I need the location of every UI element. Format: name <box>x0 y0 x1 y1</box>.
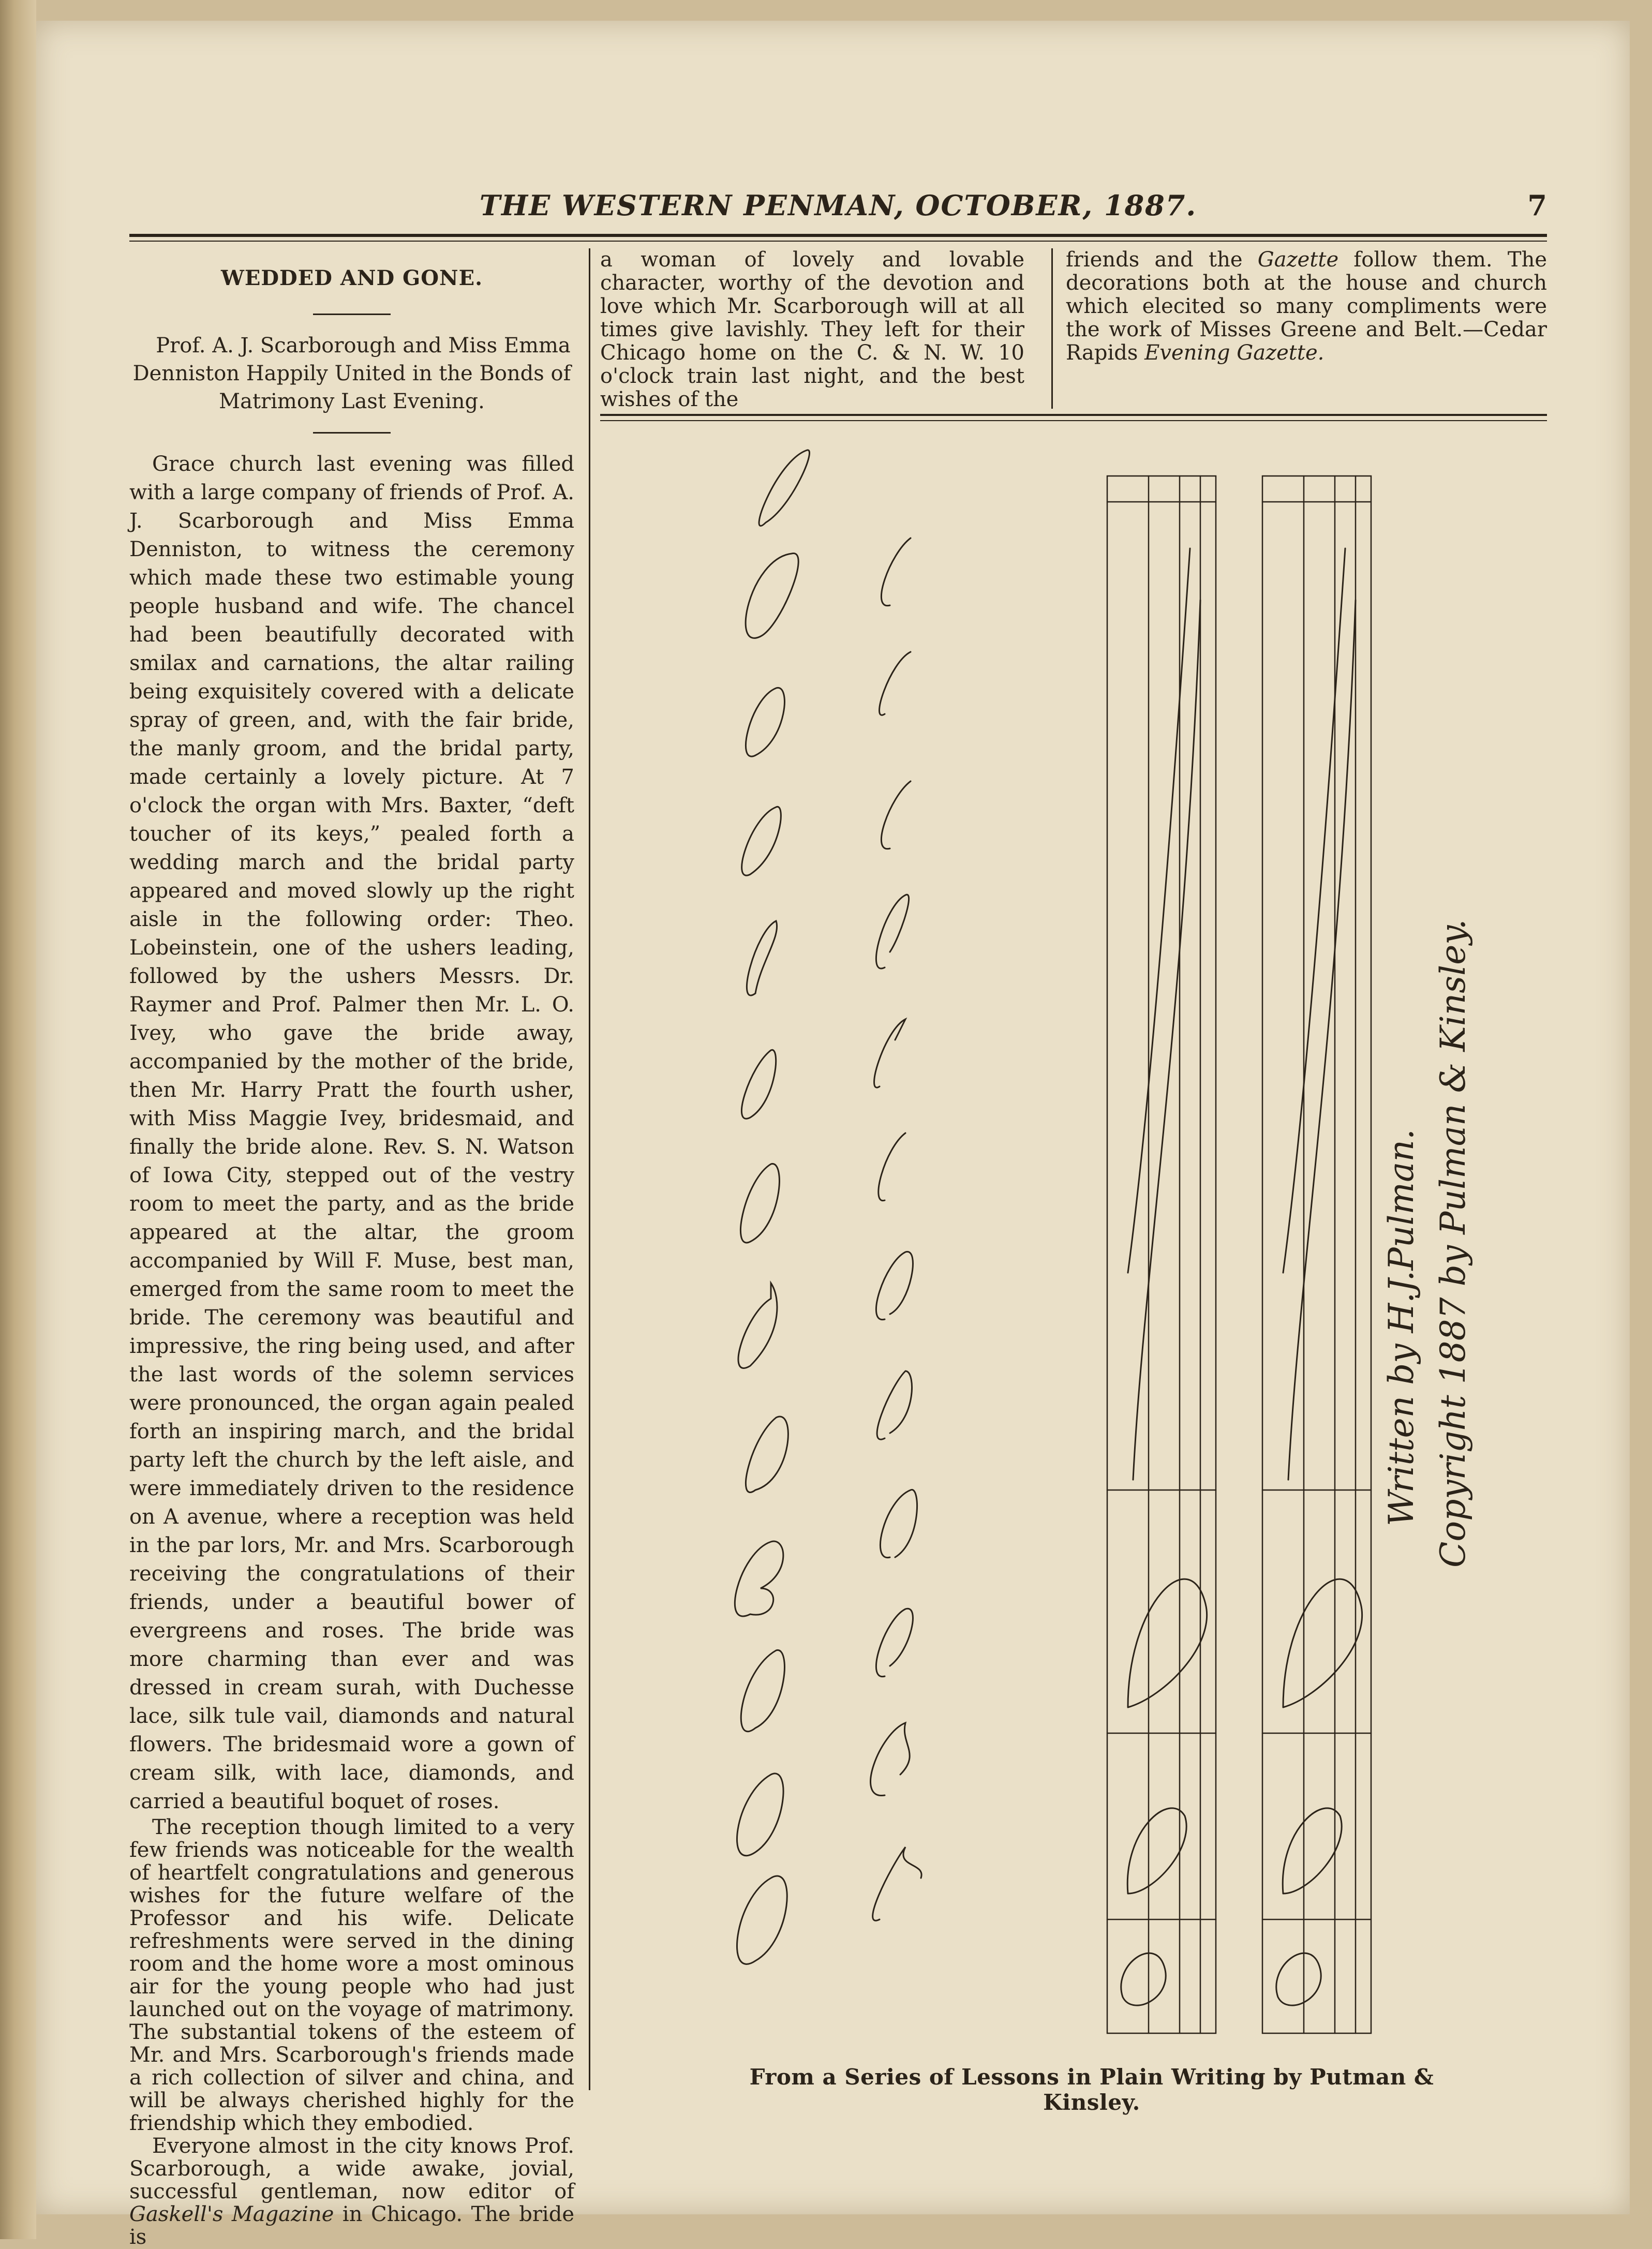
gazette-name: Gazette <box>1257 248 1339 272</box>
magazine-page <box>36 21 1630 2249</box>
header-rule-thin <box>129 241 1547 242</box>
article-column-2 <box>600 248 1024 411</box>
running-title: THE WESTERN PENMAN, OCTOBER, 1887. <box>479 189 1197 222</box>
text-run: follow them. The decorations both at the house and church which elecited so many compliments were the work of Misses Greene and Belt.—Cedar Rapids <box>1066 248 1547 365</box>
header-rule-thick <box>129 234 1547 237</box>
column-separator-2 <box>1051 248 1053 409</box>
practice-panel-2 <box>1262 476 1371 2033</box>
text-run: friends and the <box>1066 248 1258 272</box>
book-binding <box>0 0 36 2239</box>
article-subhead: Prof. A. J. Scarborough and Miss Emma Denniston Happily United in the Bonds of Matrimony Last Evening. <box>132 333 571 413</box>
article-conclusion <box>1066 248 1547 365</box>
running-header <box>129 189 1547 235</box>
article-paragraph: The reception though limited to a very few friends was noticeable for the wealth of heartfelt congratulations and generous wishes for the future welfare of the Professor and his wife. Delicate refreshments were served in the dining room and the home wore a most ominous air for the young people who had just launched out on the voyage of matrimony. The substantial tokens of the esteem of Mr. and Mrs. Scarborough's friends made a rich collection of silver and china, and will be always cherished highly for the friendship which they embodied. <box>129 1815 574 2135</box>
magazine-name: Gaskell's Magazine <box>129 2202 334 2226</box>
article-paragraph-text: Everyone almost in the city knows Prof. Scarborough, a wide awake, jovial, successful gentleman, now editor of <box>129 2134 574 2203</box>
copyright-notice: Copyright 1887 by Pulman & Kinsley. <box>1433 919 1473 1568</box>
article-paragraph: Grace church last evening was filled with a large company of friends of Prof. A. J. Scarborough and Miss Emma Denniston, to witness the ceremony which made these two estimable young people husband and wife. The chancel had been beautifully decorated with smilax and carnations, the altar railing being exquisitely covered with a delicate spray of green, and, with the fair bride, the manly groom, and the bridal party, made certainly a lovely picture. At 7 o'clock the organ with Mrs. Baxter, “deft toucher of its keys,” pealed forth a wedding march and the bridal party appeared and moved slowly up the right aisle in the following order: Theo. Lobeinstein, one of the ushers leading, followed by the ushers Messrs. Dr. Raymer and Prof. Palmer then Mr. L. O. Ivey, who gave the bride away, accompanied by the mother of the bride, then Mr. Harry Pratt the fourth usher, with Miss Maggie Ivey, bridesmaid, and finally the bride alone. Rev. S. N. Watson of Iowa City, stepped out of the vestry room to meet the party, and as the bride appeared at the altar, the groom accompanied by Will F. Muse, best man, emerged from the same room to meet the bride. The ceremony was beautiful and impressive, the ring being used, and after the last words of the solemn services were pronounced, the organ again pealed forth an inspiring march, and the bridal party left the church by the left aisle, and were immediately driven to the residence on A avenue, where a reception was held in the par lors, Mr. and Mrs. Scarborough receiving the congratulations of their friends, under a beautiful bower of evergreens and roses. The bride was more charming than ever and was dressed in cream surah, with Duchesse lace, silk tule vail, diamonds and natural flowers. The bridesmaid wore a gown of cream silk, with lace, diamonds, and carried a beautiful boquet of roses. <box>129 452 574 1813</box>
article-column-1 <box>129 248 575 2249</box>
page-number: 7 <box>1527 189 1547 222</box>
practice-panel-1 <box>1107 476 1216 2033</box>
article-continuation: a woman of lovely and lovable character, worthy of the devotion and love which Mr. Scarborough will at all times give lavishly. They left for their Chicago home on the C. & N. W. 10 o'clock train last night, and the best wishes of the <box>600 248 1024 411</box>
article-paragraph <box>129 2135 574 2248</box>
source-name: Evening Gazette. <box>1144 341 1324 365</box>
author-credit: Written by H.J.Pulman. <box>1381 1129 1421 1526</box>
capital-letters-column-a <box>735 450 809 1964</box>
figure-rule-thick <box>600 414 1547 416</box>
headline-divider <box>313 314 391 315</box>
capital-letters-column-b <box>871 538 922 1920</box>
subhead-divider <box>313 432 391 434</box>
figure-caption: From a Series of Lessons in Plain Writing by Putman & Kinsley. <box>749 2064 1434 2115</box>
figure-rule-thin <box>600 420 1547 421</box>
column-separator-1 <box>589 248 590 2090</box>
article-headline: WEDDED AND GONE. <box>220 266 483 290</box>
article-column-3 <box>1066 248 1547 365</box>
article-paragraph-tail: in Chicago. The bride is <box>129 2202 575 2249</box>
